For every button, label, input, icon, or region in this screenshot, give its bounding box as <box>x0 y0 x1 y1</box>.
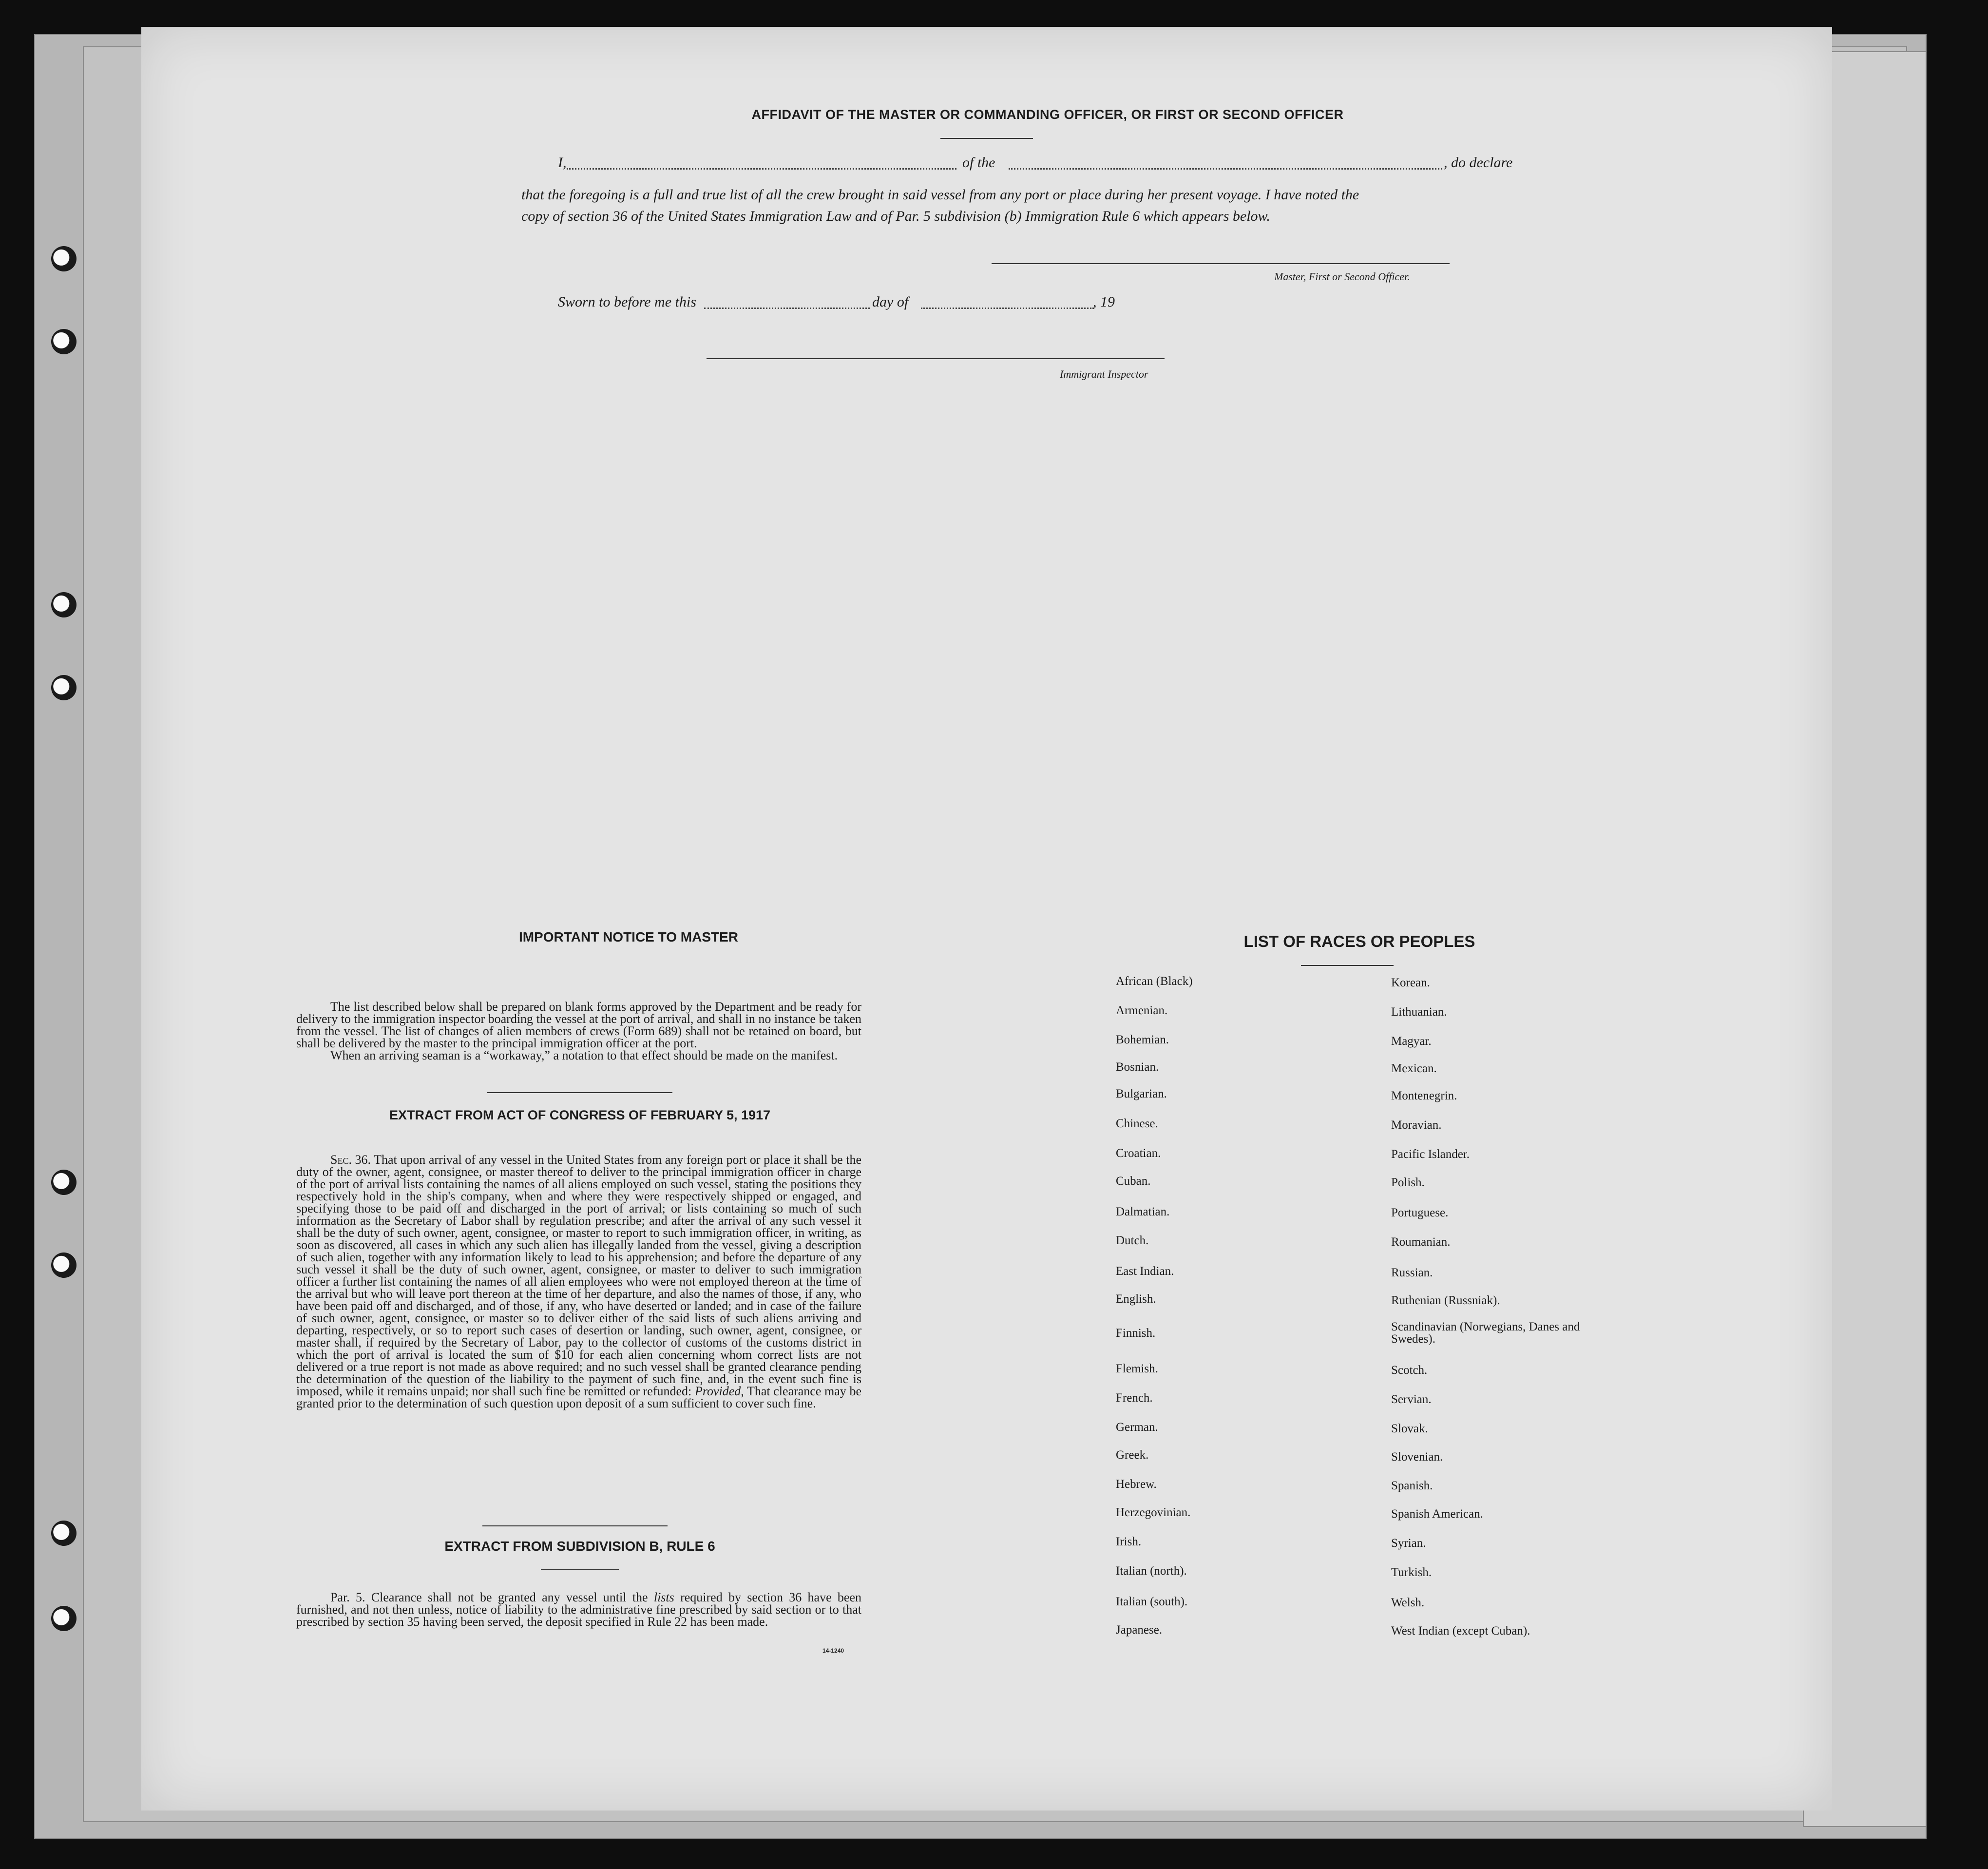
race-item: English. <box>1116 1292 1156 1306</box>
race-item: Syrian. <box>1391 1537 1426 1550</box>
race-item: Servian. <box>1391 1393 1432 1406</box>
race-item: Russian. <box>1391 1266 1433 1279</box>
races-title: LIST OF RACES OR PEOPLES <box>1243 932 1475 950</box>
race-item: Italian (north). <box>1116 1564 1187 1578</box>
section-rule <box>482 1525 668 1526</box>
section-label: Sec. 36. <box>330 1153 371 1167</box>
form-page <box>141 27 1832 1811</box>
race-item: Hebrew. <box>1116 1478 1157 1491</box>
rule-extract-title: EXTRACT FROM SUBDIVISION B, RULE 6 <box>444 1539 715 1554</box>
races-title-rule <box>1301 965 1394 966</box>
notice-paragraph: The list described below shall be prepared on blank forms approved by the Department and be ready for delivery to the immigration inspector boarding the vessel at the port of arrival, and shall in no instance be taken from the vessel. The list of changes of alien members of crews (Form 689) shall not be retained on board, but shall be delivered by the master to the principal immigration officer at the port. <box>296 1000 861 1050</box>
sworn-line <box>558 294 1162 310</box>
bleed-through-text <box>775 397 1701 982</box>
race-item: Mexican. <box>1391 1062 1437 1075</box>
inspector-label: Immigrant Inspector <box>1060 368 1148 380</box>
race-item: Finnish. <box>1116 1327 1156 1340</box>
inspector-signature-line[interactable] <box>707 358 1165 359</box>
act-extract-title: EXTRACT FROM ACT OF CONGRESS OF FEBRUARY 5, 1917 <box>389 1108 771 1122</box>
race-item: Chinese. <box>1116 1117 1158 1130</box>
vessel-name-field[interactable] <box>1009 168 1442 170</box>
rule-extract-paragraph <box>296 1591 861 1628</box>
affidavit-title: AFFIDAVIT OF THE MASTER OR COMMANDING OFFICER, OR FIRST OR SECOND OFFICER <box>751 107 1344 122</box>
affidavit-line-2: that the foregoing is a full and true list of all the crew brought in said vessel from any port or place during her present voyage. I have noted the <box>521 187 1359 203</box>
race-item: Armenian. <box>1116 1004 1168 1017</box>
affidavit-line-1 <box>558 154 1596 171</box>
binder-hole-icon <box>51 1521 76 1546</box>
race-item: Scandinavian (Norwegians, Danes and Swedes). <box>1391 1320 1580 1346</box>
race-item: Korean. <box>1391 976 1430 989</box>
notice-text <box>296 1001 861 1061</box>
sworn-year-label: , 19 <box>1093 294 1115 310</box>
race-item: Bohemian. <box>1116 1033 1169 1046</box>
master-signature-line[interactable] <box>992 263 1450 264</box>
race-item: Turkish. <box>1391 1566 1432 1579</box>
race-item: Greek. <box>1116 1448 1149 1462</box>
race-item: Ruthenian (Russniak). <box>1391 1294 1500 1307</box>
form-number: 14-1240 <box>822 1647 844 1654</box>
race-item: Croatian. <box>1116 1147 1161 1160</box>
affidavit-line-3: copy of section 36 of the United States Immigration Law and of Par. 5 subdivision (b) Immigration Rule 6 which appears below. <box>521 208 1270 224</box>
declarant-name-field[interactable] <box>567 168 956 170</box>
section-rule <box>487 1092 672 1093</box>
race-item: German. <box>1116 1421 1158 1434</box>
notice-paragraph: When an arriving seaman is a “workaway,” a notation to that effect should be made on the manifest. <box>330 1048 838 1062</box>
race-item: Roumanian. <box>1391 1235 1451 1249</box>
binder-hole-icon <box>51 1170 76 1195</box>
race-item: Cuban. <box>1116 1175 1151 1188</box>
race-item: Dalmatian. <box>1116 1205 1170 1218</box>
race-item: Japanese. <box>1116 1623 1163 1637</box>
race-item: West Indian (except Cuban). <box>1391 1624 1530 1638</box>
rule-extract-body-end: required by section 36 have been furnished, and not then unless, notice of liability to the administrative fine prescribed by said section or to that prescribed by section 35 having been served, the deposit specified in Rule 22 has been made. <box>296 1590 862 1629</box>
race-item: Slovak. <box>1391 1422 1428 1435</box>
lists-word: lists <box>653 1590 674 1604</box>
race-item: Dutch. <box>1116 1234 1149 1247</box>
provided-word: Provided, <box>694 1384 744 1398</box>
race-item: Flemish. <box>1116 1362 1158 1375</box>
race-item: Italian (south). <box>1116 1595 1188 1608</box>
race-item: Portuguese. <box>1391 1206 1449 1219</box>
race-item: Lithuanian. <box>1391 1005 1447 1019</box>
vessel-prefix: of the <box>962 154 995 171</box>
race-item: Herzegovinian. <box>1116 1506 1191 1519</box>
rule-extract-text <box>296 1591 861 1628</box>
master-signature-label: Master, First or Second Officer. <box>1274 270 1410 283</box>
race-item: Polish. <box>1391 1176 1425 1189</box>
sworn-day-label: day of <box>872 294 909 310</box>
race-item: Bulgarian. <box>1116 1087 1167 1100</box>
race-item: Montenegrin. <box>1391 1089 1457 1102</box>
notice-title: IMPORTANT NOTICE TO MASTER <box>518 929 739 944</box>
race-item: Irish. <box>1116 1535 1142 1548</box>
race-item: Moravian. <box>1391 1118 1442 1132</box>
declarant-prefix: I, <box>558 154 567 171</box>
race-item: Spanish American. <box>1391 1507 1483 1521</box>
race-item: Spanish. <box>1391 1479 1433 1492</box>
binder-hole-icon <box>51 246 76 271</box>
sworn-day-field[interactable] <box>704 308 870 309</box>
act-extract-text <box>296 1154 861 1409</box>
section-rule <box>541 1569 619 1570</box>
sworn-month-field[interactable] <box>921 308 1094 309</box>
race-item: Bosnian. <box>1116 1060 1159 1074</box>
binder-hole-icon <box>51 1252 76 1278</box>
race-item: Pacific Islander. <box>1391 1148 1470 1161</box>
binder-hole-icon <box>51 675 76 700</box>
act-extract-paragraph <box>296 1154 861 1409</box>
race-item: Scotch. <box>1391 1364 1428 1377</box>
binder-hole-icon <box>51 329 76 354</box>
title-rule <box>940 138 1033 139</box>
act-extract-body: That upon arrival of any vessel in the United States from any foreign port or place it shall be the duty of the owner, agent, consignee, or master thereof to deliver to the principal immigration officer in charge of the port of arrival lists containing the names of all aliens employed on such vessel, stating the positions they respectively hold in the ship's company, when and where they were respectively shipped or engaged, and specifying those to be paid off and discharged in the port of arrival; or lists containing so much of such information as the Secretary of Labor shall by regulation prescribe; and after the arrival of any such vessel it shall be the duty of such owner, agent, consignee, or master to report to such immigration officer, in writing, as soon as discovered, all cases in which any such alien has illegally landed from the vessel, giving a description of such alien, together with any information likely to lead to his apprehension; and before the departure of any such vessel it shall be the duty of such owner, agent, consignee, or master to deliver to such immigration officer a further list containing the names of all alien employees who were not employed thereon at the time of the arrival but who will leave port thereon at the time of her departure, and also the names of those, if any, who have been paid off and discharged, and of those, if any, who have deserted or landed; and in case of the failure of such owner, agent, consignee, or master so to deliver either of the said lists of such aliens arriving and departing, respectively, or so to report such cases of desertion or landing, such owner, agent, consignee, or master shall, if required by the Secretary of Labor, pay to the collector of customs of the customs district in which the port of arrival is located the sum of $10 for each alien concerning whom correct lists are not delivered or a true report is not made as above required; and no such vessel shall be granted clearance pending the determination of the question of the liability to the payment of such fine, and, in the event such fine is imposed, while it remains unpaid; nor shall such fine be remitted or refunded: <box>296 1153 862 1398</box>
race-item: Magyar. <box>1391 1035 1432 1048</box>
race-item: French. <box>1116 1391 1153 1405</box>
race-item: East Indian. <box>1116 1265 1174 1278</box>
declare-suffix: , do declare <box>1444 154 1513 171</box>
binder-hole-icon <box>51 1606 76 1631</box>
rule-extract-body: Par. 5. Clearance shall not be granted any vessel until the <box>330 1590 648 1604</box>
race-item: Slovenian. <box>1391 1450 1443 1464</box>
race-item: Welsh. <box>1391 1596 1425 1609</box>
act-extract-body-end: That clearance may be granted prior to the determination of such question upon deposit of a sum sufficient to cover such fine. <box>296 1384 862 1410</box>
binder-hole-icon <box>51 592 76 617</box>
race-item: African (Black) <box>1116 975 1193 988</box>
sworn-prefix: Sworn to before me this <box>558 294 696 310</box>
